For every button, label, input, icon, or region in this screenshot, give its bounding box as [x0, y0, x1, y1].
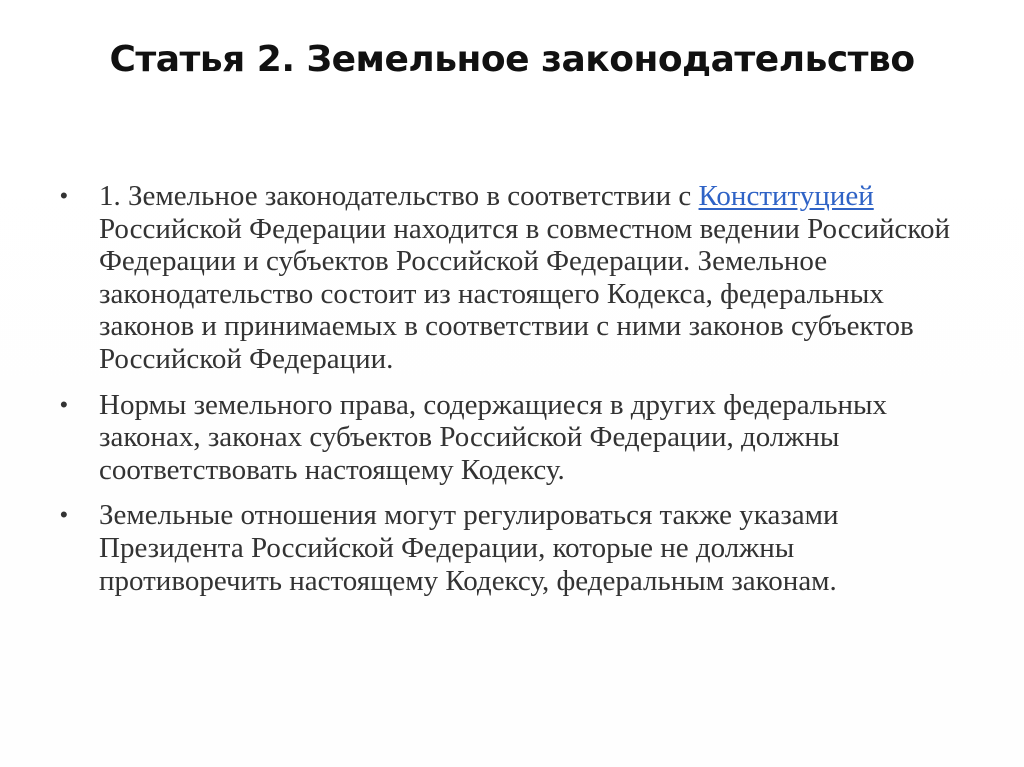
bullet-list [0, 180, 1024, 597]
slide-title: Статья 2. Земельное законодательство [109, 39, 915, 80]
bullet-item-3 [0, 499, 959, 597]
bullet-text-prefix: 1. Земельное законодательство в соответствии с [99, 180, 699, 212]
constitution-link[interactable]: Конституцией [698, 180, 874, 212]
bullet-marker: • [60, 183, 68, 208]
bullet-text-suffix: Российской Федерации находится в совместном ведении Российской Федерации и субъектов Российской Федерации. Земельное законодательство состоит из настоящего Кодекса, федеральных законов и принимаемых в соответствии с ними законов субъектов Российской Федерации. [99, 212, 951, 375]
bullet-marker: • [60, 502, 68, 528]
bullet-item-2 [0, 389, 959, 487]
bullet-marker: • [60, 391, 68, 417]
bullet-text: Земельные отношения могут регулироваться также указами Президента Российской Федерации, которые не должны противоречить настоящему Кодексу, федеральным законам. [99, 499, 839, 597]
bullet-item-1 [0, 180, 959, 376]
slide-content [0, 180, 1024, 610]
bullet-text: Нормы земельного права, содержащиеся в других федеральных законах, законах субъектов Российской Федерации, должны соответствовать настоящему Кодексу. [99, 388, 888, 486]
